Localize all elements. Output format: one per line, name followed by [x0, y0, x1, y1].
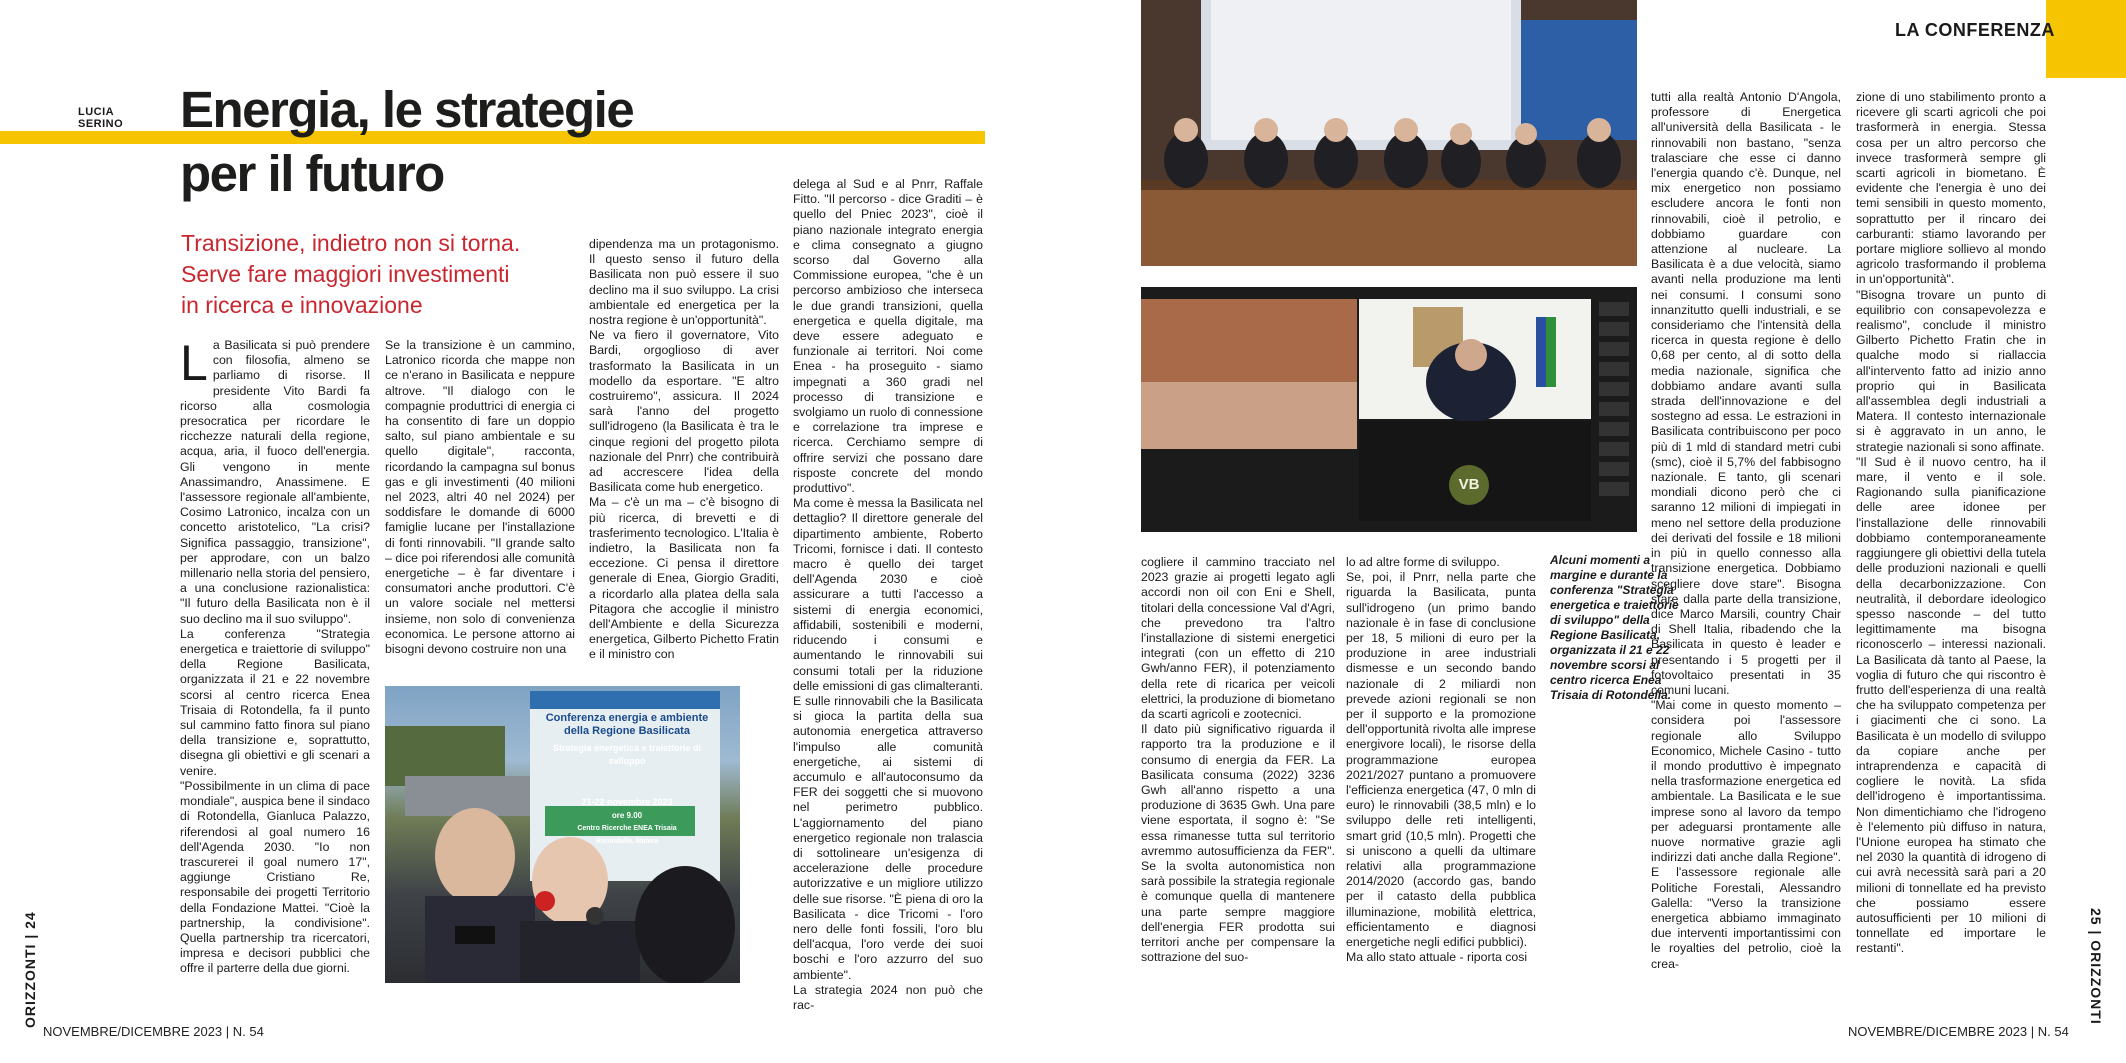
- banner-place: Centro Ricerche ENEA Trisaia: [577, 825, 677, 832]
- section-corner-box: [2046, 0, 2126, 78]
- banner-time: ore 9.00: [611, 811, 643, 820]
- body-column-6: [1346, 555, 1536, 965]
- paragraph: Il dato più significativo riguarda il rapporto tra la produzione e il consumo di energia da FER. La Basilicata consuma (2022) 3236 Gwh all'anno rispetto a una produzione di 3635 Gwh. Una pare viene esportata, il sogno è: "Se essa rimanesse tutta sul territorio avremmo autosufficienza da FER". Se la svolta autonomistica non sarà possibile la strategia regionale è comunque quella di mantenere una parte sempre maggiore dell'energia FER prodotta sui territori anche per compensare la sottrazione del suo-: [1141, 722, 1335, 965]
- paragraph: "Mai come in questo momento – considera poi l'assessore regionale allo Sviluppo Economico, Michele Casino - tutto il mondo produttivo è impegnato nella trasformazione energetica ed ambientale. La Basilicata e le sue imprese sono al lavoro da tempo per adeguarsi prontamente alle nuove normative grazie agli indirizzi dati anche dalla Regione". E l'assessore regionale alle Politiche Forestali, Alessandro Galella: "Verso la transizione energetica abbiamo immaginato due interventi importantissimi con le royalties del petrolio, cioè la crea-: [1651, 698, 1841, 971]
- banner-line-2: della Regione Basilicata: [564, 725, 690, 737]
- title-line-2: per il futuro: [180, 145, 444, 202]
- body-column-8: [1856, 90, 2046, 957]
- paragraph: La strategia 2024 non può che rac-: [793, 982, 983, 1012]
- banner-line-1: Conferenza energia e ambiente: [545, 712, 709, 724]
- page-number: 25: [2088, 908, 2104, 926]
- paragraph: zione di uno stabilimento pronto a ricevere gli scarti agricoli che poi trasformerà in energia. Stessa cosa per un altro percorso che invece trasformerà sempre gli scarti agricoli in biometano. È evidente che l'energia è uno dei temi sensibili in questo momento, soprattutto per il rincaro dei carburanti: stiamo lavorando per portare migliore sollievo al mondo agricolo trasformando il problema in un'opportunità".: [1856, 90, 2046, 287]
- paragraph: cogliere il cammino tracciato nel 2023 grazie ai progetti legato agli accordi non oil con Eni e Shell, titolari della concessione Val d'Agri, che prevedono tra l'altro l'installazione di sistemi energetici integrati (con un effetto di 210 Gwh/anno FER), il potenziamento della rete di ricarica per veicoli elettrici, la produzione di biometano da scarti agricoli e zootecnici.: [1141, 555, 1335, 722]
- video-call-illustration: [1141, 287, 1637, 532]
- photo-conference-panel: [1141, 0, 1637, 266]
- banner-date: 21-22 novembre 2023: [581, 797, 673, 807]
- photo-caption: Alcuni momenti a margine e durante la conferenza "Strategia energetica e traiettorie di sviluppo" della Regione Basilicata, organizzata il 21 e 22 novembre scorsi al centro ricerca Enea Trisaia di Rotondella.: [1550, 553, 1679, 702]
- left-issue-line: NOVEMBRE/DICEMBRE 2023 | N. 54: [43, 1024, 264, 1039]
- event-banner: [537, 712, 717, 848]
- subtitle-line-2: Serve fare maggiori investimenti: [181, 261, 510, 287]
- panel-scene-illustration: [1141, 0, 1637, 266]
- banner-town: Rotondella, Matera: [595, 838, 659, 845]
- article-title: [180, 78, 633, 206]
- paragraph: La conferenza "Strategia energetica e traiettorie di sviluppo" della Regione Basilicata, organizzata il 21 e 22 novembre scorsi al centro ricerca Enea Trisaia di Rotondella, fa il punto sul cammino fatto finora sul piano della transizione e, soprattutto, disegna gli obiettivi e gli scenari a venire.: [180, 626, 370, 778]
- page-number: 24: [22, 911, 38, 929]
- section-label: LA CONFERENZA: [1895, 20, 2055, 40]
- participant-initials: VB: [1458, 476, 1480, 493]
- paragraph: a Basilicata si può prendere con filosofia, almeno se parliamo di risorse. Il presidente Vito Bardi fa ricorso alla cosmologia presocratica per ricordare le ricchezze naturali della regione, acqua, aria, il fuoco dell'energia. Gli vengono in mente Anassimandro, Anassimene. E l'assessore regionale all'ambiente, Cosimo Latronico, incalza con un concetto aristotelico, "La crisi? Significa passaggio, transizione", per approdare, con un balzo millenario nella storia del pensiero, a una conclusione razionalistica: "Il futuro della Basilicata non è il suo declino ma il suo sviluppo".: [180, 338, 370, 626]
- article-subtitle: [181, 228, 520, 321]
- body-column-4: [793, 177, 983, 1013]
- body-column-5: [1141, 555, 1335, 965]
- author-first-name: LUCIA: [78, 106, 115, 118]
- author-name: [78, 106, 123, 130]
- paragraph: Se, poi, il Pnrr, nella parte che riguarda la Basilicata, punta sull'idrogeno (un primo bando nazionale è in fase di conclusione per 18, 5 milioni di euro per la produzione in aree industriali dismesse e un secondo bando nazionale di 2 miliardi non prevede azioni regionali se non per il supporto e la promozione dell'opportunità rivolta alle imprese energivore locali), le risorse della programmazione europea 2021/2027 puntano a promuovere l'efficienza energetica (47, 0 mln di euro) le rinnovabili (38,5 mln) e lo sviluppo delle reti intelligenti, smart grid (10,5 mln). Progetti che si uniscono a quelli da ultimare relativi alla programmazione 2014/2020 (accordo gas, bando per il catasto della pubblica illuminazione, mobilità elettrica, efficientamento e diagnosi energetiche negli edifici pubblici).: [1346, 570, 1536, 950]
- photo-video-call: [1141, 287, 1637, 532]
- subtitle-line-3: in ricerca e innovazione: [181, 292, 423, 318]
- magazine-name: ORIZZONTI: [2088, 940, 2104, 1025]
- title-line-1: Energia, le strategie: [180, 81, 634, 138]
- paragraph: Se la transizione è un cammino, Latronico ricorda che mappe non ce n'erano in Basilicata e neppure altrove. "Il dialogo con le compagnie produttrici di energia ci ha consentito di fare un doppio salto, sul piano ambientale e su quello digitale", racconta, ricordando la campagna sul bonus gas e gli investimenti (40 milioni nel 2023, altri 40 nel 2024) per soddisfare le domande di 6000 famiglie lucane per l'installazione di fonti rinnovabili. "Il grande salto – dice poi riferendosi alle comunità energetiche – è far diventare i consumatori anche produttori. C'è un valore sociale nel mettersi insieme, non solo di convenienza economica. Le persone attorno ai bisogni devono costruire non una: [385, 338, 575, 657]
- author-last-name: SERINO: [78, 118, 124, 130]
- folio-separator: |: [22, 933, 38, 939]
- right-issue-line: NOVEMBRE/DICEMBRE 2023 | N. 54: [1848, 1024, 2069, 1039]
- paragraph: Ma allo stato attuale - riporta cosi: [1346, 950, 1528, 965]
- paragraph: "Bisogna trovare un punto di equilibrio con consapevolezza e realismo", conclude il ministro Gilberto Pichetto Fratin che in qualche modo si riallaccia all'intervento fatto ad inizio anno proprio qui in Basilicata all'assemblea degli industriali a Matera. Il contesto internazionale si è aggravato in un anno, le strategie nazionali si sono affinate.: [1856, 287, 2046, 454]
- paragraph: lo ad altre forme di sviluppo.: [1346, 555, 1500, 569]
- paragraph: tutti alla realtà Antonio D'Angola, professore di Energetica all'università della Basilicata - le rinnovabili non bastano, "senza tralasciare che esse ci danno l'energia quando c'è. Dunque, nel mix energetico non possiamo escludere ancora le fonti non rinnovabili, cioè il petrolio, e dobbiamo guardare con attenzione al nucleare. La Basilicata è a due velocità, siamo avanti nella produzione ma lenti nei consumi. I consumi sono innanzitutto quelli industriali, e se consideriamo che l'intensità della ricerca in questa regione è dello 0,68 per cento, al di sotto della media nazionale, significa che dobbiamo andare avanti sulla strada dell'innovazione e del sostegno ad essa. Le estrazioni in Basilicata contribuiscono per poco più di 1 mld di standard metri cubi (smc), cioè il 5,7% del fabbisogno nazionale. E tanto, gli scenari mondiali dicono però che ci saranno 12 milioni di impiegati in meno nel settore della produzione dei derivati del fossile e 18 milioni in più in quello connesso alla transizione energetica. Dobbiamo scegliere dove stare". Bisogna stare dalla parte della transizione, dice Marco Marsili, country Chair di Shell Italia, ribadendo che la Basilicata in questo è leader e presentando i 5 progetti per il fotovoltaico presentati in 35 comuni lucani.: [1651, 90, 1841, 697]
- subtitle-line-1: Transizione, indietro non si torna.: [181, 230, 521, 256]
- right-page-folio: [2088, 908, 2104, 1028]
- paragraph: Ne va fiero il governatore, Vito Bardi, orgoglioso di aver trasformato la Basilicata in un modello da esportare. "E altro costruiremo", assicura. Il 2024 sarà l'anno del progetto sull'idrogeno (la Basilicata è tra le cinque regioni del progetto pilota nazionale del Pnrr) che contribuirà ad accrescere l'idea della Basilicata come hub energetico.: [589, 328, 779, 495]
- photo-press-interview: [385, 686, 740, 983]
- paragraph: "Possibilmente in un clima di pace mondiale", auspica bene il sindaco di Rotondella, Gianluca Palazzo, riferendosi al goal numero 16 dell'Agenda 2030. "Io non trascurerei il goal numero 17", aggiunge Cristiano Re, responsabile dei progetti Territorio della Fondazione Mattei. "Cioè la partnership, la condivisione". Quella partnership tra ricercatori, impresa e decisori pubblici che offre il parterre della due giorni.: [180, 778, 370, 976]
- body-column-7: [1651, 90, 1841, 972]
- paragraph: Ma come è messa la Basilicata nel dettaglio? Il direttore generale del dipartimento ambiente, Roberto Tricomi, fornisce i dati. Il contesto macro è quello dei target dell'Agenda 2030 e cioè assicurare a tutti l'accesso a sistemi di energia economici, affidabili, sostenibili e moderni, riducendo i consumi e aumentando le rinnovabili sui consumi totali per la riduzione delle emissioni di gas climalteranti. E sulle rinnovabili che la Basilicata si gioca la partita della sua autonomia energetica attraverso l'impulso alle comunità energetiche, ai sistemi di accumulo e all'autoconsumo da FER dei soggetti che si muovono nel perimetro pubblico. L'aggiornamento del piano energetico regionale non tralascia di sottolineare un'esigenza di accelerazione delle procedure autorizzative e un migliore utilizzo delle sue risorse. "È piena di oro la Basilicata - dice Tricomi - l'oro nero delle fonti fossili, l'oro blu dell'acqua, l'oro verde dei suoi boschi e l'oro azzurro del suo ambiente".: [793, 496, 983, 982]
- folio-separator: |: [2088, 930, 2104, 936]
- body-column-3: [589, 237, 779, 663]
- paragraph: "Il Sud è il nuovo centro, ha il mare, il vento e il sole. Ragionando sulla pianificazione delle aree idonee per l'installazione delle rinnovabili dobbiamo contemporaneamente raggiungere gli obiettivi della tutela delle produzioni nazionali e quelli della decarbonizzazione. Con neutralità, il debordare ideologico spesso nasconde – del tutto legittimamente ma bisogna riconoscerlo – interessi nazionali. La Basilicata dà tanto al Paese, la voglia di futuro che qui riscontro è frutto dell'esperienza di una realtà che ha sviluppato competenza per i giacimenti che ci sono. La Basilicata è un modello di sviluppo da copiare anche per intraprendenza e capacità di cogliere le novità. La sfida dell'idrogeno è importantissima. Non dimentichiamo che l'idrogeno è l'elemento più diffuso in natura, l'Unione europea ha stimato che nel 2030 la quantità di idrogeno di cui avrà necessità sarà pari a 20 milioni di tonnellate ed ha previsto che possiamo essere autosufficienti per 10 milioni di tonnellate ed importare le restanti".: [1856, 454, 2046, 956]
- paragraph: delega al Sud e al Pnrr, Raffale Fitto. "Il percorso - dice Graditi – è quello del Pniec 2023", cioè il piano nazionale integrato energia e clima consegnato a giugno scorso dal Governo alla Commissione europea, "che è un percorso ambizioso che interseca le due grandi transizioni, quella energetica e quella digitale, ma deve essere adeguato e funzionale ai territori. Noi come Enea - ha proseguito - siamo impegnati a 360 gradi nel processo di transizione e svolgiamo un ruolo di connessione e correlazione tra imprese e ricerca. Cerchiamo sempre di offrire servizi che possano dare risposte concrete del mondo produttivo".: [793, 177, 983, 496]
- magazine-name: ORIZZONTI: [22, 943, 38, 1028]
- paragraph: dipendenza ma un protagonismo. Il questo senso il futuro della Basilicata non può essere il suo declino ma il suo sviluppo. La crisi ambientale ed energetica per la nostra regione è un'opportunità".: [589, 237, 779, 328]
- banner-subtitle: Strategia energetica e traiettorie di sviluppo: [552, 743, 702, 766]
- left-page-folio: [22, 908, 38, 1028]
- paragraph: Ma – c'è un ma – c'è bisogno di più ricerca, di brevetti e di trasferimento tecnologico. L'Italia è indietro, la Basilicata non fa eccezione. Ci pensa il direttore generale di Enea, Giorgio Graditi, a ricordarlo alla platea della sala Pitagora che accoglie il ministro dell'Ambiente e della Sicurezza energetica, Gilberto Pichetto Fratin e il ministro con: [589, 495, 780, 662]
- body-column-2: [385, 338, 575, 657]
- drop-cap: L: [180, 335, 208, 391]
- body-column-1: [180, 335, 370, 977]
